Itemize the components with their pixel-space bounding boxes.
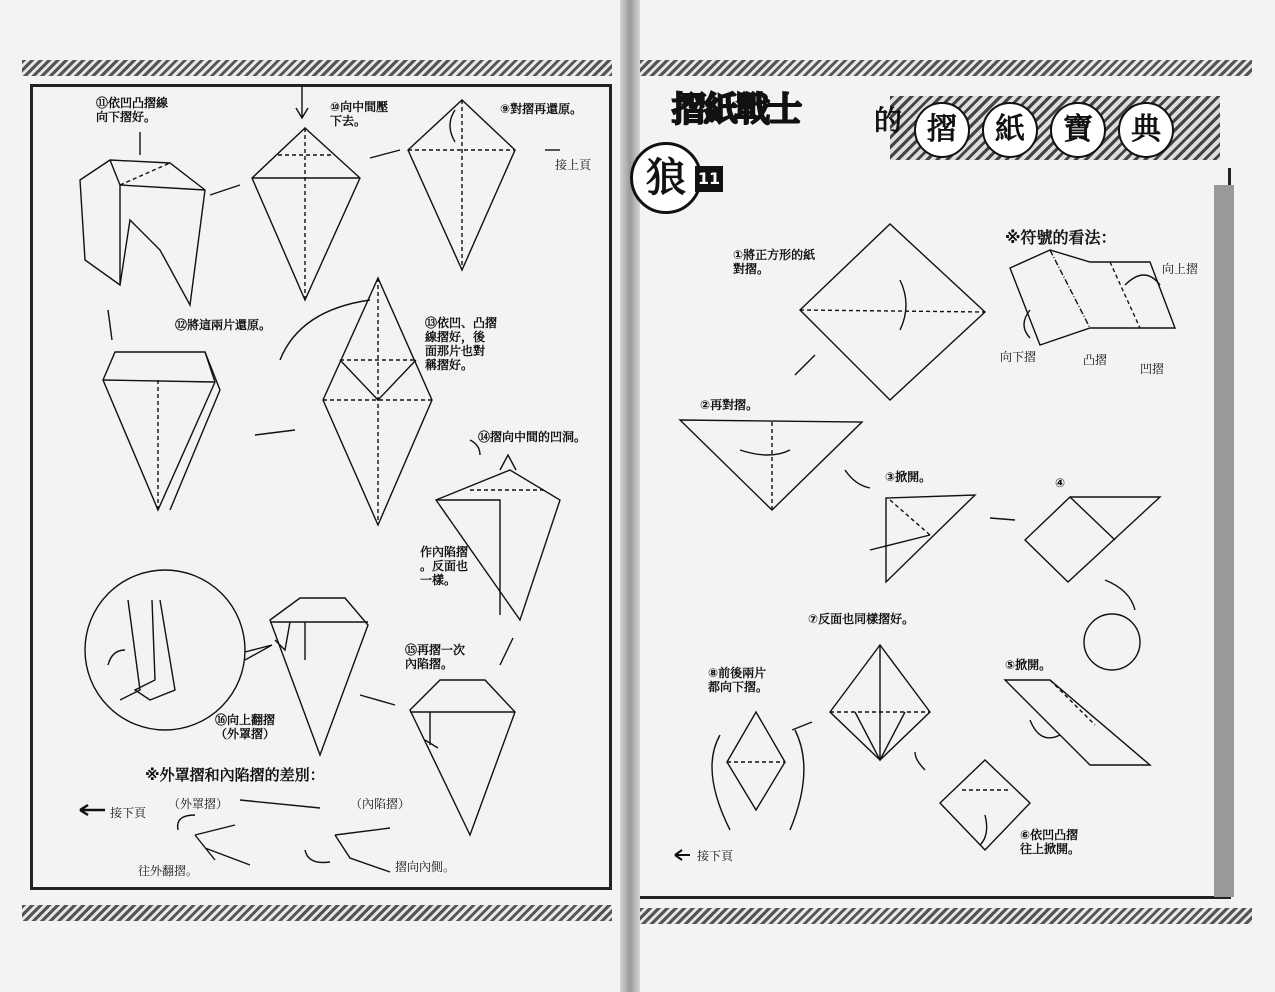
arrow-12-13: [255, 430, 295, 435]
subject-number: 11: [695, 166, 723, 192]
step14-diagram: [436, 440, 560, 620]
step1-diagram: [800, 224, 985, 400]
step12-diagram: [103, 352, 220, 510]
arrow-6-7: [915, 752, 925, 770]
step15-label: ⑮再摺一次 內陷摺。: [405, 643, 466, 671]
title-char-2: 紙: [982, 102, 1038, 158]
arrow-2-3: [845, 470, 870, 488]
step3-diagram: [870, 495, 975, 582]
step4-label: ④: [1055, 476, 1066, 490]
step12-label: ⑫將這兩片還原。: [175, 318, 272, 332]
arrow-next-right: [675, 850, 690, 860]
legend-title: ※符號的看法：: [1005, 228, 1117, 247]
step11-diagram: [80, 132, 205, 305]
inner-fold-caption: 摺向內側。: [395, 860, 456, 874]
rotate-symbol: [1084, 614, 1140, 670]
continue-next-right: 接下頁: [697, 849, 734, 863]
arrow-13-curve: [280, 300, 370, 360]
inner-fold-label: （內陷摺）: [350, 797, 411, 811]
title-particle: 的: [874, 104, 903, 137]
legend-up: 向上摺: [1162, 262, 1199, 276]
step5-label: ⑤掀開。: [1005, 658, 1052, 672]
arrow-14-15: [500, 638, 513, 665]
difference-title: ※外罩摺和內陷摺的差別：: [145, 766, 325, 784]
continue-from-prev: 接上頁: [555, 158, 592, 172]
step4-diagram: [1025, 497, 1160, 582]
step7-diagram: [830, 645, 930, 760]
step16-label: ⑯向上翻摺 （外罩摺）: [215, 713, 276, 741]
arrow-1-2: [795, 355, 815, 375]
series-title-text: 摺紙戰士: [672, 90, 800, 130]
subject-badge: 狼: [630, 142, 702, 214]
step5-diagram: [1005, 680, 1150, 765]
title-char-3: 寶: [1050, 102, 1106, 158]
arrow-15-16: [360, 695, 395, 705]
step3-label: ③掀開。: [885, 470, 932, 484]
step13-diagram: [323, 278, 432, 525]
step15-diagram: [410, 680, 515, 835]
step7-label: ⑦反面也同樣摺好。: [808, 612, 915, 626]
step2-label: ②再對摺。: [700, 398, 759, 412]
legend-mountain: 凸摺: [1083, 353, 1108, 367]
continue-next-left: 接下頁: [110, 806, 147, 820]
outer-fold-caption: 往外翻摺。: [138, 864, 199, 878]
step13-label: ⑬依凹、凸摺 線摺好，後 面那片也對 稱摺好。: [425, 316, 498, 372]
outer-fold-label: （外罩摺）: [168, 797, 229, 811]
step1-label: ①將正方形的紙 對摺。: [733, 248, 816, 276]
step8-diagram: [712, 712, 804, 830]
arrow-9-10: [370, 150, 400, 158]
step11-label: ⑪依凹凸摺線 向下摺好。: [96, 96, 169, 124]
arrow-next-left: [80, 805, 105, 815]
step6-diagram: [940, 760, 1030, 850]
arrow-7-8: [792, 722, 812, 730]
step2-diagram: [680, 420, 862, 510]
title-char-4: 典: [1118, 102, 1174, 158]
arrow-3-4: [990, 518, 1015, 520]
step14-note: 作內陷摺 。反面也 一樣。: [420, 545, 469, 587]
step9-label: ⑨對摺再還原。: [500, 102, 583, 116]
step16-diagram: [270, 598, 368, 755]
step10-label: ⑩向中間壓 下去。: [330, 100, 389, 128]
step9-diagram: [408, 100, 515, 270]
legend-down: 向下摺: [1000, 350, 1037, 364]
magnified-detail: [85, 570, 272, 730]
arrow-10-11: [210, 185, 240, 195]
step14-label: ⑭摺向中間的凹洞。: [478, 430, 587, 444]
legend-diagram: [1010, 250, 1175, 345]
arrow-11-12: [108, 310, 112, 340]
step6-label: ⑥依凹凸摺 往上掀開。: [1020, 828, 1081, 856]
title-char-1: 摺: [914, 102, 970, 158]
inner-fold-diagram: [305, 828, 390, 872]
step8-label: ⑧前後兩片 都向下摺。: [708, 666, 769, 694]
arrow-4-5: [1105, 580, 1135, 610]
legend-valley: 凹摺: [1140, 362, 1165, 376]
